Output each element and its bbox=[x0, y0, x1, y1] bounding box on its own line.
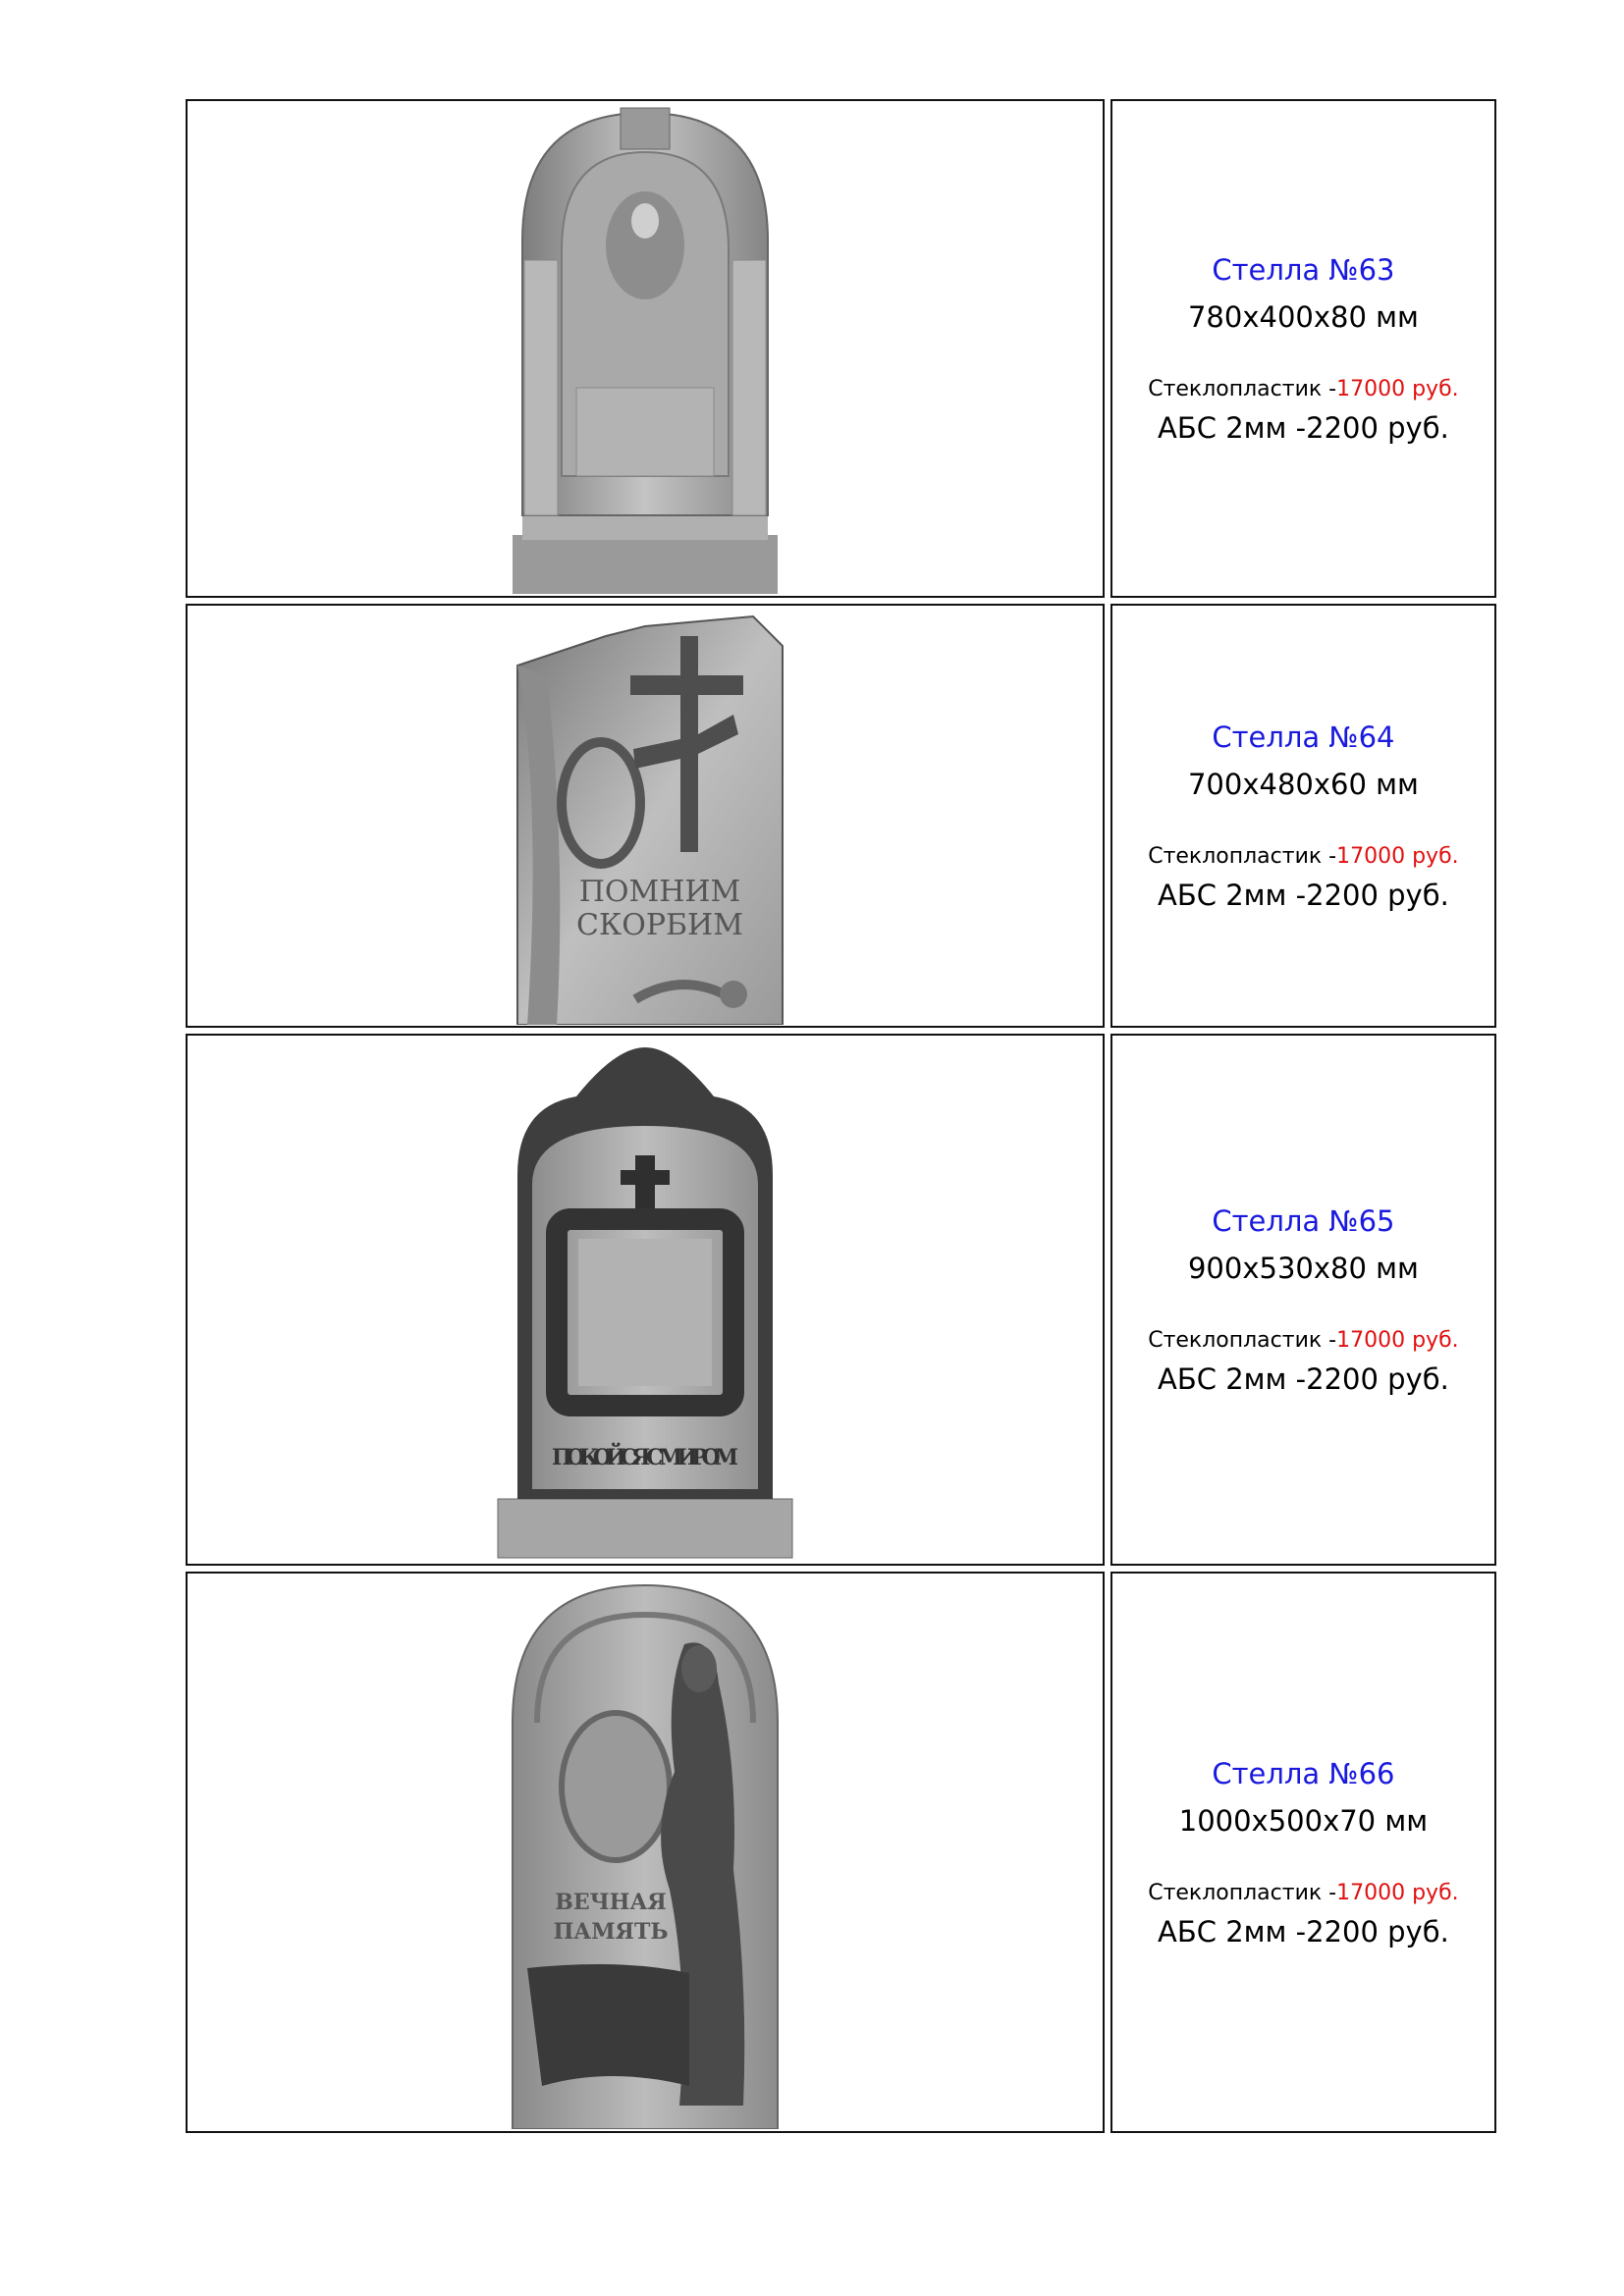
fiberglass-price-value: 17000 руб. bbox=[1336, 1880, 1459, 1905]
fiberglass-label: Стеклопластик - bbox=[1148, 1327, 1337, 1353]
abs-price: АБС 2мм -2200 руб. bbox=[1158, 1362, 1449, 1396]
product-size: 1000х500х70 мм bbox=[1178, 1803, 1429, 1838]
fiberglass-price-value: 17000 руб. bbox=[1336, 1327, 1459, 1353]
product-info-cell bbox=[1110, 604, 1496, 1028]
product-info-cell bbox=[1110, 1572, 1496, 2133]
fiberglass-label: Стеклопластик - bbox=[1148, 1880, 1337, 1905]
product-title: Стелла №63 bbox=[1212, 252, 1395, 287]
product-image-cell bbox=[186, 604, 1105, 1028]
product-size: 900х530х80 мм bbox=[1187, 1251, 1419, 1285]
stella-66-inscription: ВЕЧНАЯ ПАМЯТЬ bbox=[553, 1890, 669, 1945]
fiberglass-label: Стеклопластик - bbox=[1148, 376, 1337, 401]
product-image-cell bbox=[186, 1572, 1105, 2133]
abs-price: АБС 2мм -2200 руб. bbox=[1158, 1914, 1449, 1949]
product-image-cell bbox=[186, 1034, 1105, 1566]
fiberglass-price bbox=[1112, 844, 1494, 869]
catalog-row bbox=[186, 1034, 1496, 1566]
product-title: Стелла №64 bbox=[1212, 720, 1395, 754]
stella-65-image bbox=[488, 1038, 802, 1562]
stella-63-image bbox=[503, 103, 787, 594]
product-info-cell bbox=[1110, 1034, 1496, 1566]
catalog-row bbox=[186, 604, 1496, 1028]
catalog-table bbox=[180, 93, 1502, 2139]
fiberglass-price-value: 17000 руб. bbox=[1336, 376, 1459, 401]
fiberglass-label: Стеклопластик - bbox=[1148, 843, 1337, 869]
fiberglass-price bbox=[1112, 377, 1494, 401]
abs-price: АБС 2мм -2200 руб. bbox=[1158, 878, 1449, 912]
product-size: 700х480х60 мм bbox=[1187, 767, 1419, 801]
product-title: Стелла №66 bbox=[1212, 1756, 1395, 1790]
abs-price: АБС 2мм -2200 руб. bbox=[1158, 410, 1449, 445]
catalog-row bbox=[186, 1572, 1496, 2133]
product-size: 780х400х80 мм bbox=[1187, 299, 1419, 334]
fiberglass-price bbox=[1112, 1328, 1494, 1353]
product-title: Стелла №65 bbox=[1212, 1203, 1395, 1238]
stella-66-image bbox=[503, 1575, 787, 2129]
stella-65-inscription: ПОКОЙСЯ С МИРОМ bbox=[551, 1445, 738, 1470]
fiberglass-price bbox=[1112, 1881, 1494, 1905]
catalog-row bbox=[186, 99, 1496, 598]
stella-64-image bbox=[498, 607, 792, 1025]
stella-64-inscription: ПОМНИМ СКОРБИМ bbox=[575, 875, 743, 942]
product-image-cell bbox=[186, 99, 1105, 598]
product-info-cell bbox=[1110, 99, 1496, 598]
fiberglass-price-value: 17000 руб. bbox=[1336, 843, 1459, 869]
